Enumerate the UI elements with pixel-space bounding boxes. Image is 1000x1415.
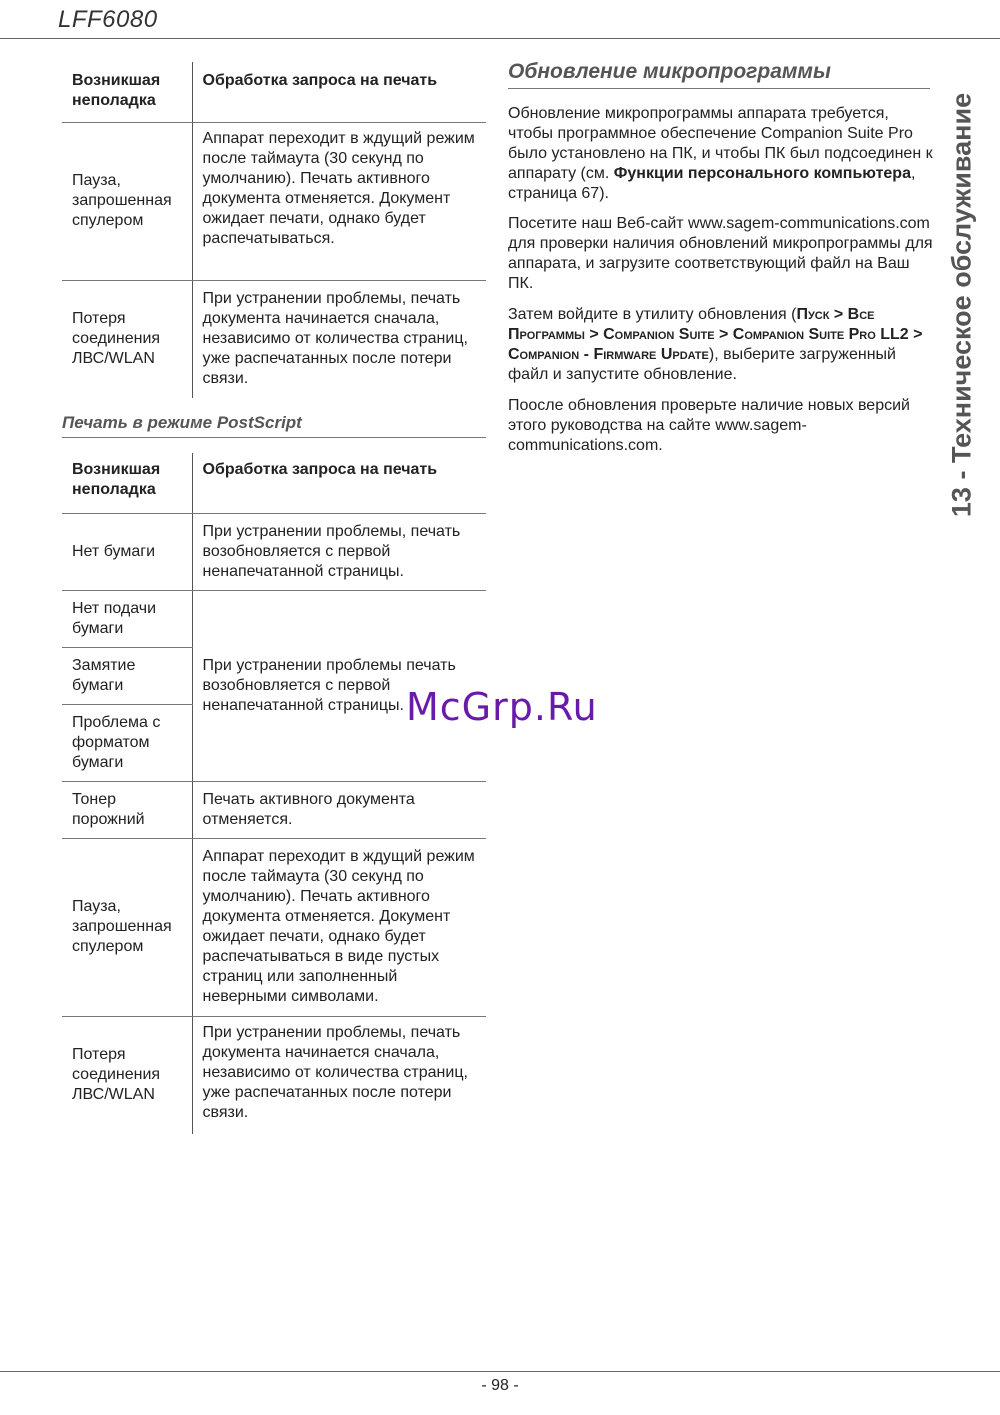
firmware-paragraph-1 <box>508 104 933 204</box>
watermark: McGrp.Ru <box>406 685 598 729</box>
document-title: LFF6080 <box>58 6 158 33</box>
table-header-handling: Обработка запроса на печать <box>192 62 486 122</box>
table-row <box>62 1016 486 1134</box>
issue-cell: Тонер порожний <box>62 781 192 838</box>
firmware-paragraph-3 <box>508 305 933 385</box>
table-row <box>62 590 486 647</box>
table-header-handling: Обработка запроса на печать <box>192 453 486 513</box>
firmware-section-title: Обновление микропрограммы <box>508 60 930 89</box>
issue-cell: Проблема с форматом бумаги <box>62 704 192 781</box>
paragraph-text: Обновление микропрограммы аппарата требуется, чтобы программное обеспечение Companion Suite Pro было установлено на ПК, и чтобы ПК был подсоединен к аппарату (см. <box>508 105 933 182</box>
table-row <box>62 122 486 280</box>
chapter-side-tab <box>940 60 984 550</box>
issue-cell: Замятие бумаги <box>62 647 192 704</box>
table-row <box>62 280 486 398</box>
handling-cell: Печать активного документа отменяется. <box>192 781 486 838</box>
table-header-issue: Возникшая неполадка <box>62 453 192 513</box>
firmware-paragraph-2: Посетите наш Веб-сайт www.sagem-communications.com для проверки наличия обновлений микропрограммы для аппарата, и загрузите соответствующий файл на Ваш ПК. <box>508 215 933 292</box>
footer-divider <box>0 1371 1000 1372</box>
postscript-subheading: Печать в режиме PostScript <box>62 413 486 438</box>
table-row <box>62 781 486 838</box>
handling-cell: При устранении проблемы, печать документа начинается сначала, независимо от количества страниц, уже распечатанных после потери связи. <box>202 1023 468 1121</box>
paragraph-text: Затем войдите в утилиту обновления ( <box>508 306 797 323</box>
issue-cell: Нет бумаги <box>62 513 192 590</box>
firmware-paragraph-4: Поосле обновления проверьте наличие новых версий этого руководства на сайте www.sagem-communications.com. <box>508 397 910 454</box>
issue-cell: Потеря соединения ЛВС/WLAN <box>62 280 192 398</box>
handling-cell: При устранении проблемы печать возобновляется с первой ненапечатанной страницы. <box>192 590 486 781</box>
handling-cell: Аппарат переходит в ждущий режим после таймаута (30 секунд по умолчанию). Печать активного документа отменяется. Документ ожидает печати, однако будет распечатываться в виде пустых страниц или заполненный неверными символами. <box>192 838 486 1016</box>
paragraph-text: , страница 67). <box>508 165 916 202</box>
chapter-title: 13 - Техническое обслуживание <box>946 92 977 518</box>
cross-reference-link[interactable]: Функции персонального компьютера <box>613 165 911 182</box>
paragraph-text: ), выберите загруженный файл и запустите обновление. <box>508 346 896 383</box>
handling-cell: При устранении проблемы, печать документа начинается сначала, независимо от количества страниц, уже распечатанных после потери связи. <box>202 289 468 387</box>
issue-cell: Нет подачи бумаги <box>62 590 192 647</box>
issue-cell: Пауза, запрошенная спулером <box>62 838 192 1016</box>
menu-path: Пуск > Все Программы > Companion Suite > Companion Suite Pro LL2 > Companion - Firmware Update <box>508 306 923 363</box>
postscript-issues-table <box>62 453 486 1134</box>
issue-cell: Пауза, запрошенная спулером <box>62 122 192 280</box>
table-row <box>62 513 486 590</box>
handling-cell: При устранении проблемы, печать возобновляется с первой ненапечатанной страницы. <box>192 513 486 590</box>
table-row <box>62 838 486 1016</box>
handling-cell: Аппарат переходит в ждущий режим после таймаута (30 секунд по умолчанию). Печать активного документа отменяется. Документ ожидает печати, однако будет распечатываться. <box>192 122 486 280</box>
print-issues-table <box>62 62 486 398</box>
issue-cell: Потеря соединения ЛВС/WLAN <box>62 1016 192 1134</box>
table-header-issue: Возникшая неполадка <box>62 62 192 122</box>
page-number: - 98 - <box>481 1377 519 1394</box>
header-divider <box>0 38 1000 39</box>
